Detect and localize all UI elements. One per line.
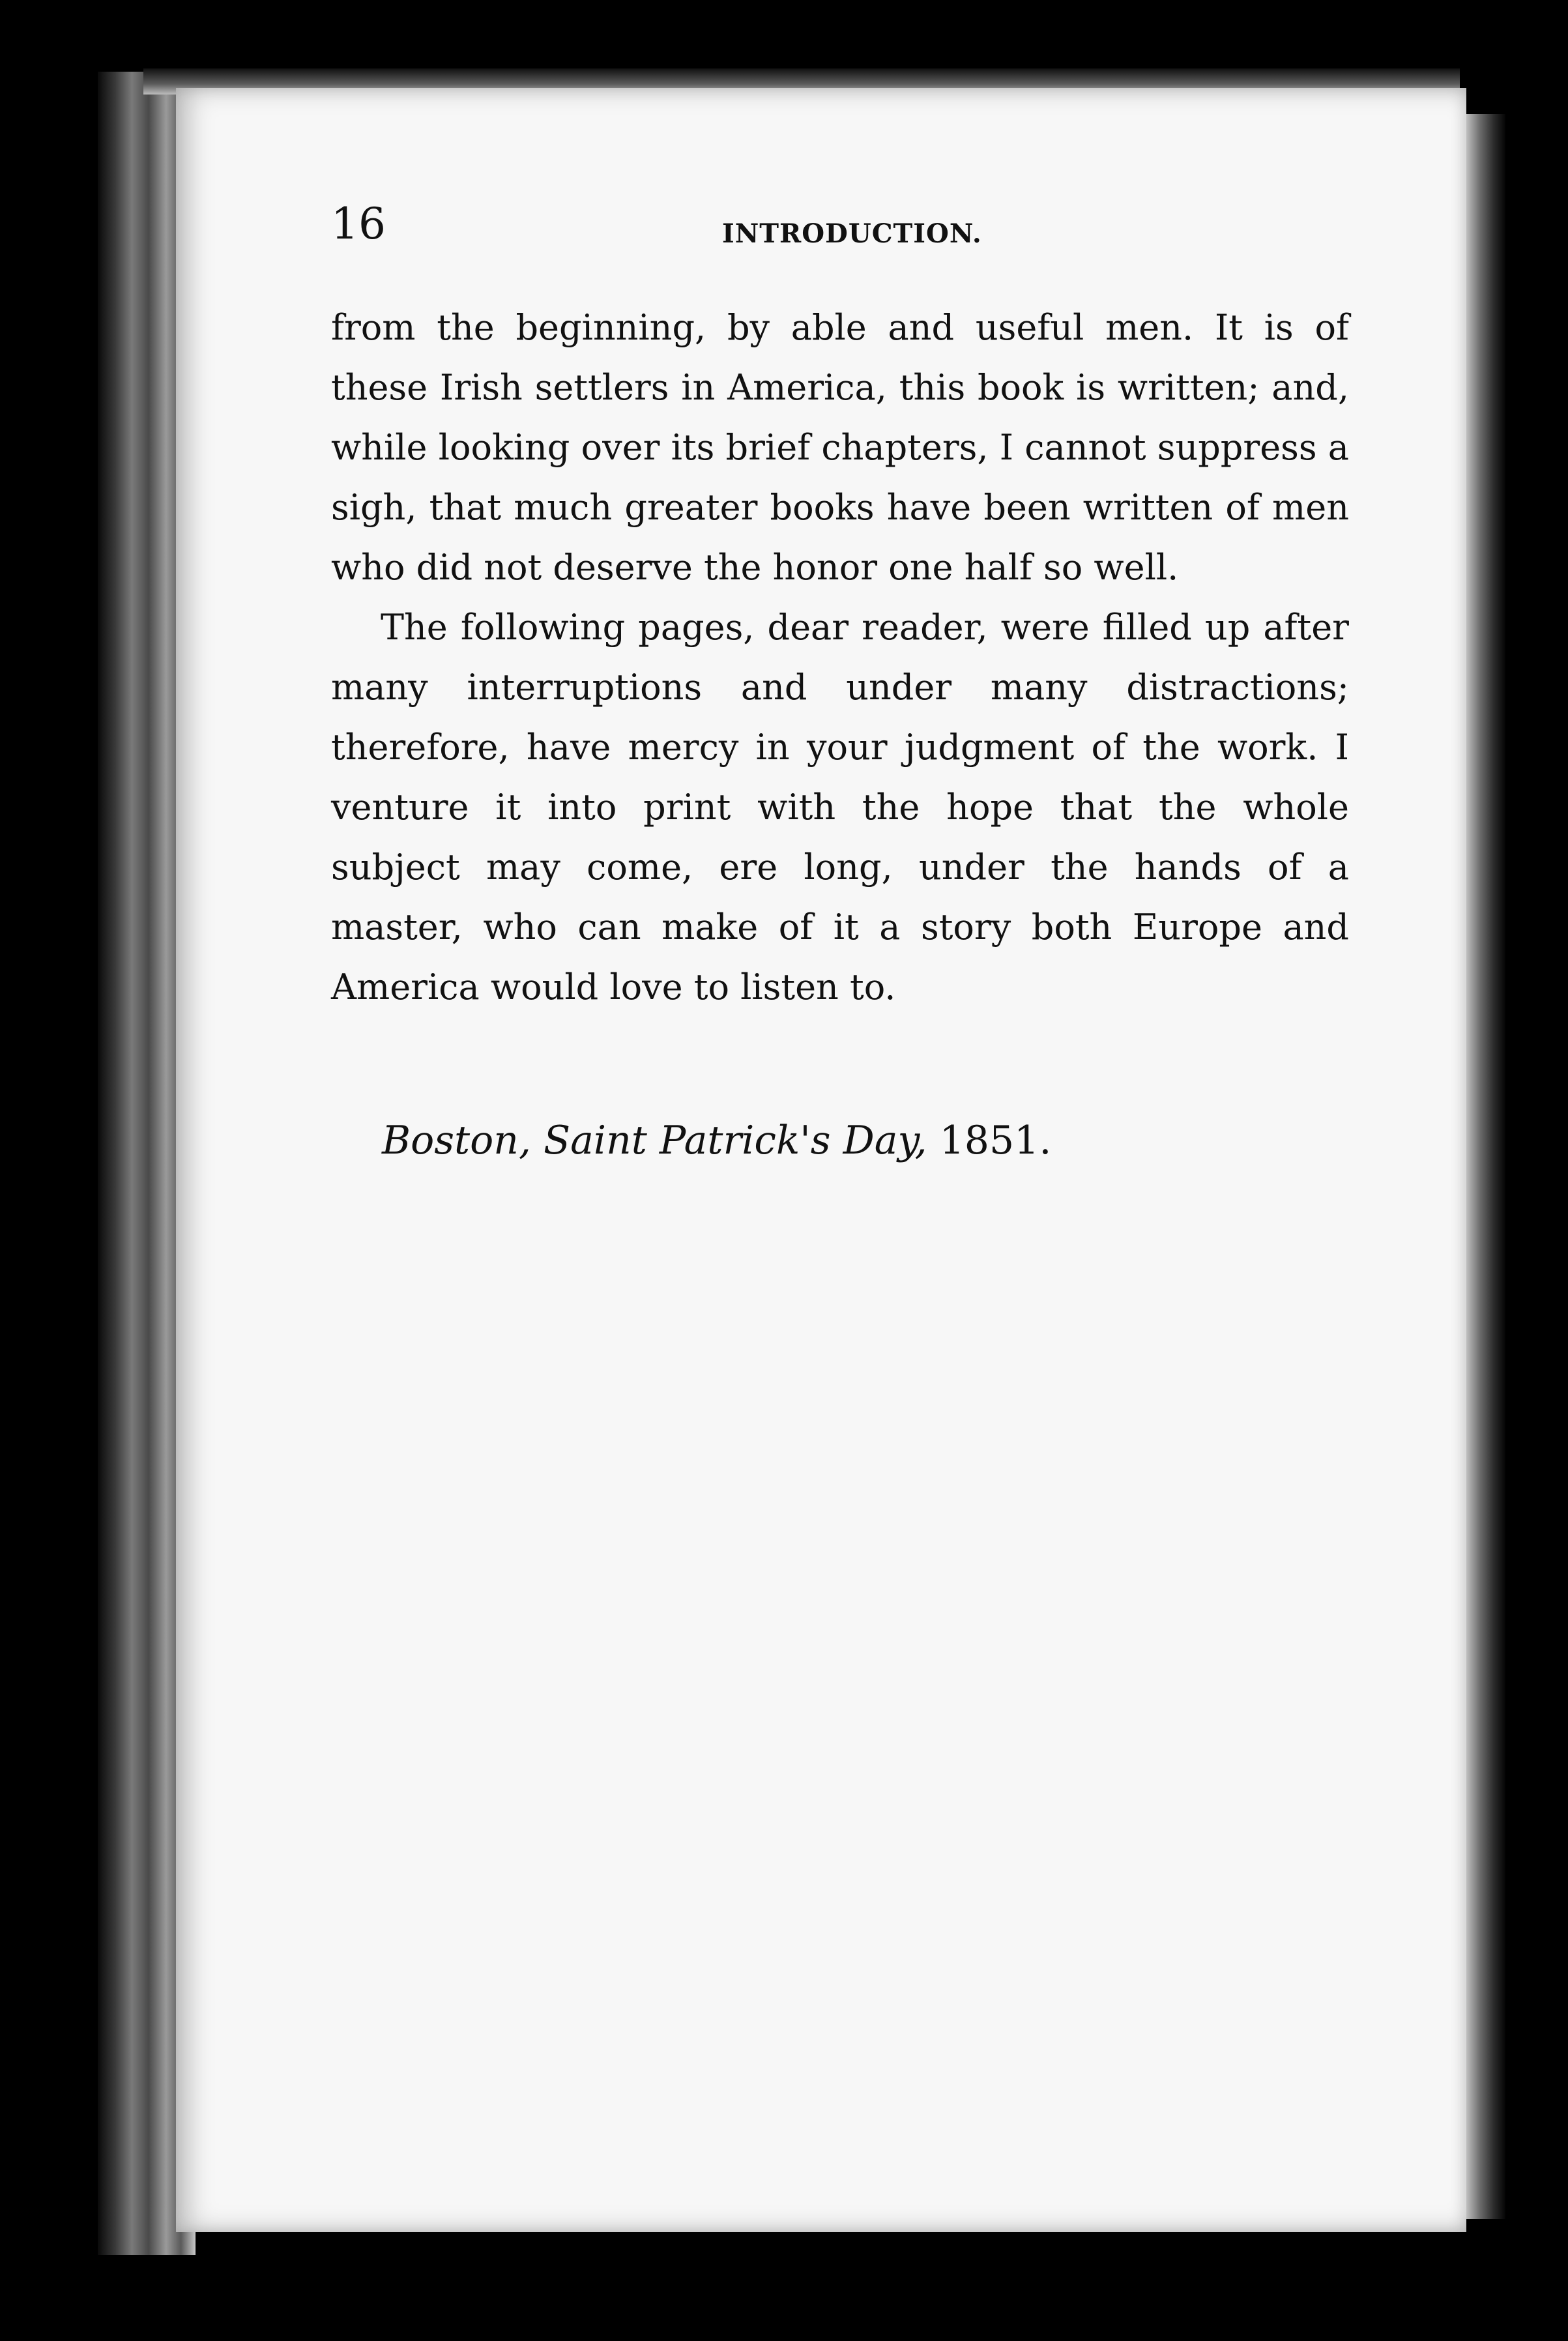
signature-place-date: Boston, Saint Patrick's Day,	[382, 1118, 927, 1163]
paragraph-2: The following pages, dear reader, were filled up after many interruptions and under many distractions; therefore, have mercy in your judgment of the work. I venture it into print with the hope that the whole subject may come, ere long, under the hands of a master, who can make of it a story both Europe and America would love to listen to.	[331, 607, 1349, 1008]
page-right-edge	[1460, 114, 1505, 2219]
signature-line	[382, 1118, 1051, 1163]
page-number: 16	[331, 199, 386, 249]
signature-year: 1851.	[939, 1118, 1052, 1163]
page-sheet	[176, 88, 1466, 2232]
paragraph-1: from the beginning, by able and useful men. It is of these Irish settlers in America, this book is written; and, while looking over its brief chapters, I cannot suppress a sigh, that much greater books have been written of men who did not deserve the honor one half so well.	[331, 307, 1349, 588]
body-text	[331, 298, 1349, 1017]
running-head: INTRODUCTION.	[722, 218, 982, 249]
